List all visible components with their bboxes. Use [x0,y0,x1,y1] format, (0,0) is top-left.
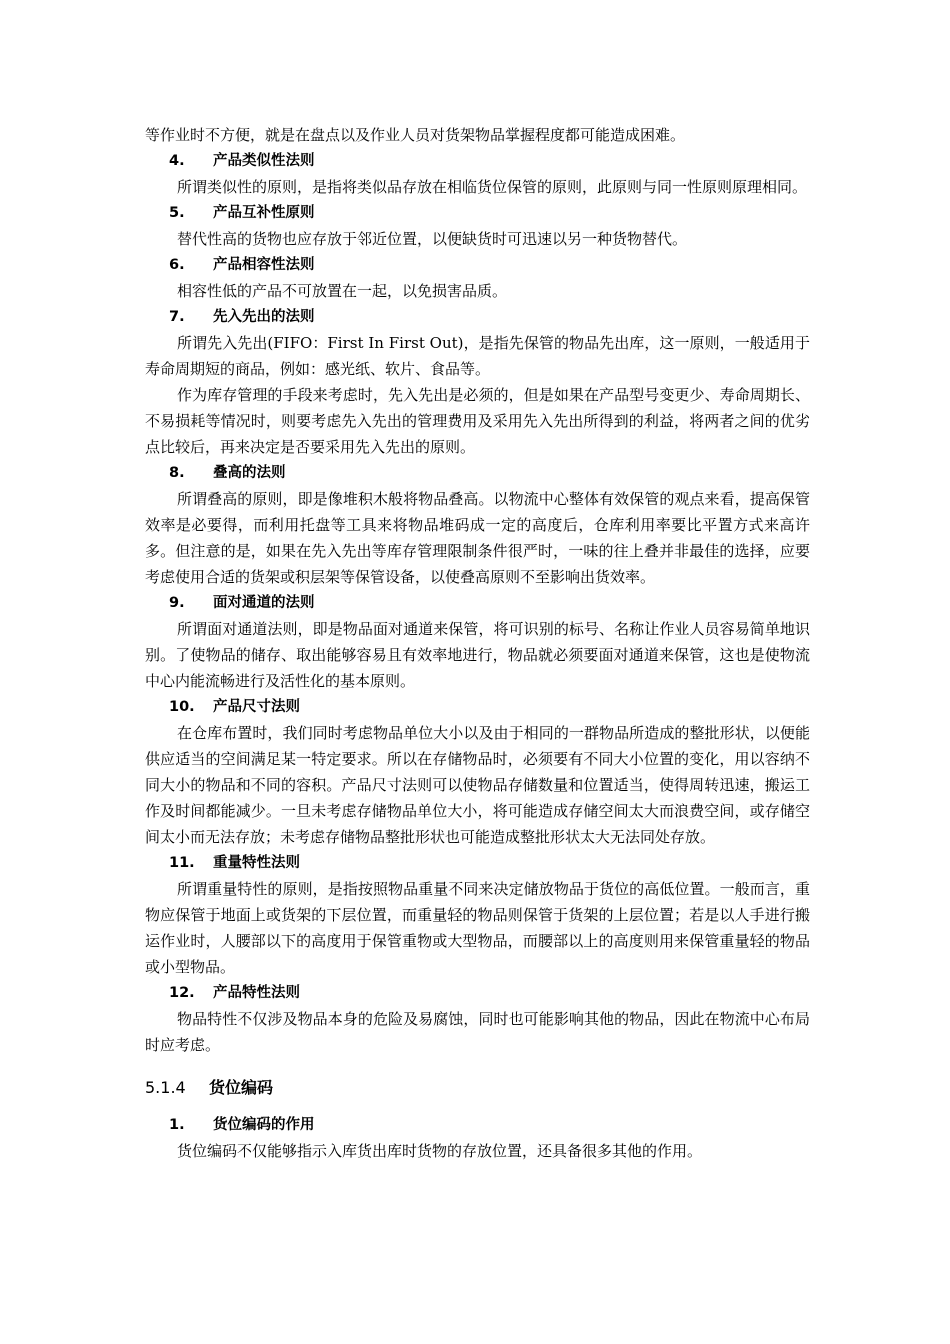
heading-9 [169,590,810,616]
heading-title: 面对通道的法则 [213,595,315,611]
section-title: 货位编码 [209,1078,274,1097]
paragraph-6-1: 相容性低的产品不可放置在一起，以免损害品质。 [177,282,508,300]
heading-title: 产品特性法则 [213,985,300,1001]
subheading-1 [169,1112,810,1138]
paragraph-8-1: 所谓叠高的原则，即是像堆积木般将物品叠高。以物流中心整体有效保管的观点来看，提高保管效率是必要得，而利用托盘等工具来将物品堆码成一定的高度后，仓库利用率要比平置方式来高许多。但注意的是，如果在先入先出等库存管理限制条件很严时，一味的往上叠并非最佳的选择，应要考虑使用合适的货架或积层架等保管设备，以使叠高原则不至影响出货效率。 [145,490,810,586]
heading-11 [169,850,810,876]
paragraph-11-1: 所谓重量特性的原则，是指按照物品重量不同来决定储放物品于货位的高低位置。一般而言，重物应保管于地面上或货架的下层位置，而重量轻的物品则保管于货架的上层位置；若是以人手进行搬运作业时，人腰部以下的高度用于保管重物或大型物品，而腰部以上的高度则用来保管重量轻的物品或小型物品。 [145,880,810,976]
section-number: 5.1.4 [145,1078,186,1097]
heading-number: 11. [169,855,195,871]
paragraph-9-1: 所谓面对通道法则，即是物品面对通道来保管，将可识别的标号、名称让作业人员容易简单地识别。了使物品的储存、取出能够容易且有效率地进行，物品就必须要面对通道来保管，这也是使物流中心内能流畅进行及活性化的基本原则。 [145,620,810,690]
heading-number: 7. [169,309,185,325]
heading-number: 10. [169,699,195,715]
section-heading [145,1074,810,1102]
heading-title: 货位编码的作用 [213,1117,315,1133]
intro-paragraph: 等作业时不方便，就是在盘点以及作业人员对货架物品掌握程度都可能造成困难。 [145,126,686,144]
heading-title: 产品互补性原则 [213,205,315,221]
paragraph-12-1: 物品特性不仅涉及物品本身的危险及易腐蚀，同时也可能影响其他的物品，因此在物流中心布局时应考虑。 [145,1010,810,1054]
heading-title: 产品尺寸法则 [213,699,300,715]
heading-number: 8. [169,465,185,481]
heading-number: 6. [169,257,185,273]
paragraph-7-2: 作为库存管理的手段来考虑时，先入先出是必须的，但是如果在产品型号变更少、寿命周期长、不易损耗等情况时，则要考虑先入先出的管理费用及采用先入先出所得到的利益，将两者之间的优劣点比较后，再来决定是否要采用先入先出的原则。 [145,386,810,456]
heading-number: 9. [169,595,185,611]
heading-title: 产品相容性法则 [213,257,315,273]
heading-number: 12. [169,985,195,1001]
heading-title: 重量特性法则 [213,855,300,871]
heading-title: 先入先出的法则 [213,309,315,325]
heading-6 [169,252,810,278]
heading-7 [169,304,810,330]
heading-number: 4. [169,153,185,169]
paragraph-5-1: 替代性高的货物也应存放于邻近位置，以便缺货时可迅速以另一种货物替代。 [177,230,688,248]
heading-5 [169,200,810,226]
heading-number: 1. [169,1117,185,1133]
heading-number: 5. [169,205,185,221]
heading-title: 叠高的法则 [213,465,286,481]
paragraph-10-1: 在仓库布置时，我们同时考虑物品单位大小以及由于相同的一群物品所造成的整批形状，以便能供应适当的空间满足某一特定要求。所以在存储物品时，必须要有不同大小位置的变化，用以容纳不同大小的物品和不同的容积。产品尺寸法则可以使物品存储数量和位置适当，使得周转迅速，搬运工作及时间都能减少。一旦未考虑存储物品单位大小，将可能造成存储空间太大而浪费空间，或存储空间太小而无法存放；未考虑存储物品整批形状也可能造成整批形状太大无法同处存放。 [145,724,810,846]
paragraph-sub1-1: 货位编码不仅能够指示入库货出库时货物的存放位置，还具备很多其他的作用。 [177,1142,703,1160]
paragraph-4-1: 所谓类似性的原则，是指将类似品存放在相临货位保管的原则，此原则与同一性原则原理相同。 [177,178,808,196]
heading-title: 产品类似性法则 [213,153,315,169]
paragraph-7-1: 所谓先入先出(FIFO：First In First Out)，是指先保管的物品先出库，这一原则，一般适用于寿命周期短的商品，例如：感光纸、软片、食品等。 [145,334,810,378]
heading-10 [169,694,810,720]
heading-4 [169,148,810,174]
document-body [145,122,810,1164]
heading-12 [169,980,810,1006]
heading-8 [169,460,810,486]
